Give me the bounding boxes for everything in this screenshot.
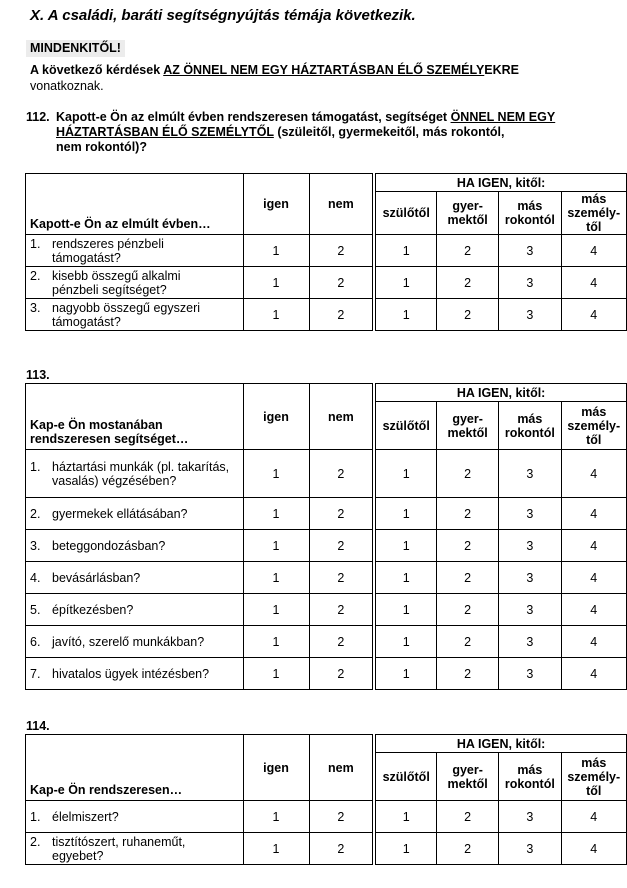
answer-code-igen[interactable]: 1 [243, 267, 309, 299]
row-item [26, 801, 244, 833]
row-number: 5. [30, 602, 41, 617]
row-item [26, 299, 244, 331]
answer-code-mas-rokontol[interactable]: 3 [499, 267, 561, 299]
row-item [26, 450, 244, 498]
table-row [26, 267, 627, 299]
col-header-nem: nem [309, 735, 374, 801]
row-label: élelmiszert? [52, 809, 119, 824]
table-row [26, 626, 627, 658]
answer-code-mas-szemelytol[interactable]: 4 [561, 498, 626, 530]
col-header-mas-rokontol: más rokontól [499, 402, 561, 450]
col-header-nem: nem [309, 174, 374, 235]
answer-code-nem[interactable]: 2 [309, 530, 374, 562]
q112-text-c: nem rokontól)? [56, 140, 147, 154]
row-label: bevásárlásban? [52, 570, 141, 585]
row-header: Kap-e Ön rendszeresen… [26, 735, 244, 801]
answer-code-szulotol[interactable]: 1 [374, 594, 436, 626]
row-number: 2. [30, 506, 41, 521]
col-header-gyermektol: gyer- mektől [437, 402, 499, 450]
answer-code-gyermektol[interactable]: 2 [437, 833, 499, 865]
col-header-igen: igen [243, 384, 309, 450]
row-number: 2. [30, 834, 41, 849]
answer-code-szulotol[interactable]: 1 [374, 833, 436, 865]
col-header-mas-szemelytol: más személy- től [561, 192, 626, 235]
question-114-number: 114. [26, 719, 50, 733]
answer-code-mas-rokontol[interactable]: 3 [499, 833, 561, 865]
answer-code-mas-szemelytol[interactable]: 4 [561, 299, 626, 331]
answer-code-gyermektol[interactable]: 2 [437, 801, 499, 833]
col-header-igen: igen [243, 735, 309, 801]
q112-text-ul2: HÁZTARTÁSBAN ÉLŐ SZEMÉLYTŐL [56, 125, 274, 139]
note-line2: vonatkoznak. [30, 79, 104, 93]
note-prefix: A következő kérdések [30, 63, 164, 77]
row-item [26, 498, 244, 530]
answer-code-mas-rokontol[interactable]: 3 [499, 562, 561, 594]
note-label: MINDENKITŐL! [26, 40, 125, 57]
answer-code-mas-rokontol[interactable]: 3 [499, 299, 561, 331]
q112-text-ul1: ÖNNEL NEM EGY [450, 110, 556, 124]
answer-code-gyermektol[interactable]: 2 [437, 626, 499, 658]
answer-code-nem[interactable]: 2 [309, 299, 374, 331]
col-header-mas-rokontol: más rokontól [499, 192, 561, 235]
row-item [26, 833, 244, 865]
row-number: 6. [30, 634, 41, 649]
answer-code-szulotol[interactable]: 1 [374, 299, 436, 331]
answer-code-mas-rokontol[interactable]: 3 [499, 450, 561, 498]
row-label: kisebb összegű alkalmi pénzbeli segítséget? [52, 268, 181, 297]
answer-code-igen[interactable]: 1 [243, 235, 309, 267]
row-item [26, 267, 244, 299]
col-header-gyermektol: gyer- mektől [437, 753, 499, 801]
answer-code-nem[interactable]: 2 [309, 626, 374, 658]
row-number: 1. [30, 809, 41, 824]
q112-text-a: Kapott-e Ön az elmúlt évben rendszeresen támogatást, segítséget [56, 110, 451, 124]
row-label: háztartási munkák (pl. takarítás, vasalás) végzésében? [52, 459, 230, 488]
answer-code-mas-rokontol[interactable]: 3 [499, 498, 561, 530]
col-header-gyermektol: gyer- mektől [437, 192, 499, 235]
note-underlined: AZ ÖNNEL NEM EGY HÁZTARTÁSBAN ÉLŐ SZEMÉLY [163, 63, 485, 77]
answer-code-igen[interactable]: 1 [243, 626, 309, 658]
row-number: 7. [30, 666, 41, 681]
row-number: 3. [30, 300, 41, 315]
question-112-text [26, 110, 606, 155]
row-label: rendszeres pénzbeli támogatást? [52, 236, 164, 265]
col-header-ha-igen: HA IGEN, kitől: [374, 735, 626, 753]
row-label: hivatalos ügyek intézésben? [52, 666, 210, 681]
answer-code-szulotol[interactable]: 1 [374, 801, 436, 833]
answer-code-mas-rokontol[interactable]: 3 [499, 801, 561, 833]
row-item [26, 658, 244, 690]
col-header-szulotol: szülőtől [374, 192, 436, 235]
note-text [30, 62, 590, 94]
answer-code-igen[interactable]: 1 [243, 833, 309, 865]
row-item [26, 235, 244, 267]
row-item [26, 626, 244, 658]
row-label: beteggondozásban? [52, 538, 166, 553]
answer-code-nem[interactable]: 2 [309, 833, 374, 865]
answer-code-igen[interactable]: 1 [243, 562, 309, 594]
answer-code-gyermektol[interactable]: 2 [437, 299, 499, 331]
answer-code-szulotol[interactable]: 1 [374, 267, 436, 299]
row-label: nagyobb összegű egyszeri támogatást? [52, 300, 201, 329]
answer-code-mas-szemelytol[interactable]: 4 [561, 267, 626, 299]
answer-code-nem[interactable]: 2 [309, 450, 374, 498]
answer-code-szulotol[interactable]: 1 [374, 450, 436, 498]
row-header: Kapott-e Ön az elmúlt évben… [26, 174, 244, 235]
question-112-table [25, 173, 627, 331]
answer-code-nem[interactable]: 2 [309, 498, 374, 530]
row-number: 1. [30, 236, 41, 251]
answer-code-mas-szemelytol[interactable]: 4 [561, 530, 626, 562]
answer-code-nem[interactable]: 2 [309, 658, 374, 690]
row-label: javító, szerelő munkákban? [52, 634, 205, 649]
answer-code-szulotol[interactable]: 1 [374, 530, 436, 562]
table-row [26, 235, 627, 267]
answer-code-nem[interactable]: 2 [309, 235, 374, 267]
col-header-mas-szemelytol: más személy- től [561, 402, 626, 450]
answer-code-mas-szemelytol[interactable]: 4 [561, 833, 626, 865]
col-header-mas-rokontol: más rokontól [499, 753, 561, 801]
answer-code-igen[interactable]: 1 [243, 801, 309, 833]
answer-code-gyermektol[interactable]: 2 [437, 267, 499, 299]
answer-code-nem[interactable]: 2 [309, 267, 374, 299]
answer-code-mas-szemelytol[interactable]: 4 [561, 658, 626, 690]
row-item [26, 530, 244, 562]
question-112-number: 112. [26, 110, 50, 124]
answer-code-szulotol[interactable]: 1 [374, 235, 436, 267]
answer-code-mas-szemelytol[interactable]: 4 [561, 626, 626, 658]
answer-code-mas-rokontol[interactable]: 3 [499, 658, 561, 690]
answer-code-mas-rokontol[interactable]: 3 [499, 530, 561, 562]
answer-code-szulotol[interactable]: 1 [374, 498, 436, 530]
answer-code-igen[interactable]: 1 [243, 530, 309, 562]
answer-code-igen[interactable]: 1 [243, 594, 309, 626]
row-number: 3. [30, 538, 41, 553]
answer-code-gyermektol[interactable]: 2 [437, 235, 499, 267]
row-number: 4. [30, 570, 41, 585]
row-header: Kap-e Ön mostanában rendszeresen segítséget… [26, 384, 244, 450]
col-header-nem: nem [309, 384, 374, 450]
answer-code-szulotol[interactable]: 1 [374, 626, 436, 658]
answer-code-mas-szemelytol[interactable]: 4 [561, 562, 626, 594]
row-item [26, 562, 244, 594]
col-header-szulotol: szülőtől [374, 402, 436, 450]
answer-code-gyermektol[interactable]: 2 [437, 450, 499, 498]
answer-code-nem[interactable]: 2 [309, 562, 374, 594]
answer-code-igen[interactable]: 1 [243, 498, 309, 530]
answer-code-mas-rokontol[interactable]: 3 [499, 594, 561, 626]
row-number: 1. [30, 459, 41, 474]
question-113-number: 113. [26, 368, 50, 382]
row-label: tisztítószert, ruhaneműt, egyebet? [52, 834, 186, 863]
answer-code-mas-rokontol[interactable]: 3 [499, 235, 561, 267]
col-header-igen: igen [243, 174, 309, 235]
col-header-ha-igen: HA IGEN, kitől: [374, 384, 626, 402]
table-row [26, 833, 627, 865]
col-header-ha-igen: HA IGEN, kitől: [374, 174, 626, 192]
answer-code-gyermektol[interactable]: 2 [437, 658, 499, 690]
row-label: gyermekek ellátásában? [52, 506, 188, 521]
table-row [26, 498, 627, 530]
table-row [26, 594, 627, 626]
answer-code-igen[interactable]: 1 [243, 299, 309, 331]
col-header-mas-szemelytol: más személy- től [561, 753, 626, 801]
row-number: 2. [30, 268, 41, 283]
answer-code-igen[interactable]: 1 [243, 450, 309, 498]
answer-code-szulotol[interactable]: 1 [374, 658, 436, 690]
question-114-table [25, 734, 627, 865]
answer-code-gyermektol[interactable]: 2 [437, 562, 499, 594]
row-item [26, 594, 244, 626]
table-row [26, 450, 627, 498]
answer-code-nem[interactable]: 2 [309, 594, 374, 626]
table-row [26, 299, 627, 331]
answer-code-mas-szemelytol[interactable]: 4 [561, 594, 626, 626]
answer-code-nem[interactable]: 2 [309, 801, 374, 833]
answer-code-igen[interactable]: 1 [243, 658, 309, 690]
answer-code-mas-rokontol[interactable]: 3 [499, 626, 561, 658]
table-row [26, 801, 627, 833]
question-113-table [25, 383, 627, 690]
table-row [26, 658, 627, 690]
answer-code-gyermektol[interactable]: 2 [437, 594, 499, 626]
table-row [26, 562, 627, 594]
page-title: X. A családi, baráti segítségnyújtás témája következik. [30, 7, 416, 24]
answer-code-mas-szemelytol[interactable]: 4 [561, 235, 626, 267]
table-row [26, 530, 627, 562]
answer-code-mas-szemelytol[interactable]: 4 [561, 801, 626, 833]
answer-code-szulotol[interactable]: 1 [374, 562, 436, 594]
note-suffix: EKRE [484, 63, 520, 77]
answer-code-gyermektol[interactable]: 2 [437, 530, 499, 562]
q112-text-b: (szüleitől, gyermekeitől, más rokontól, [273, 125, 505, 139]
answer-code-mas-szemelytol[interactable]: 4 [561, 450, 626, 498]
answer-code-gyermektol[interactable]: 2 [437, 498, 499, 530]
row-label: építkezésben? [52, 602, 134, 617]
col-header-szulotol: szülőtől [374, 753, 436, 801]
